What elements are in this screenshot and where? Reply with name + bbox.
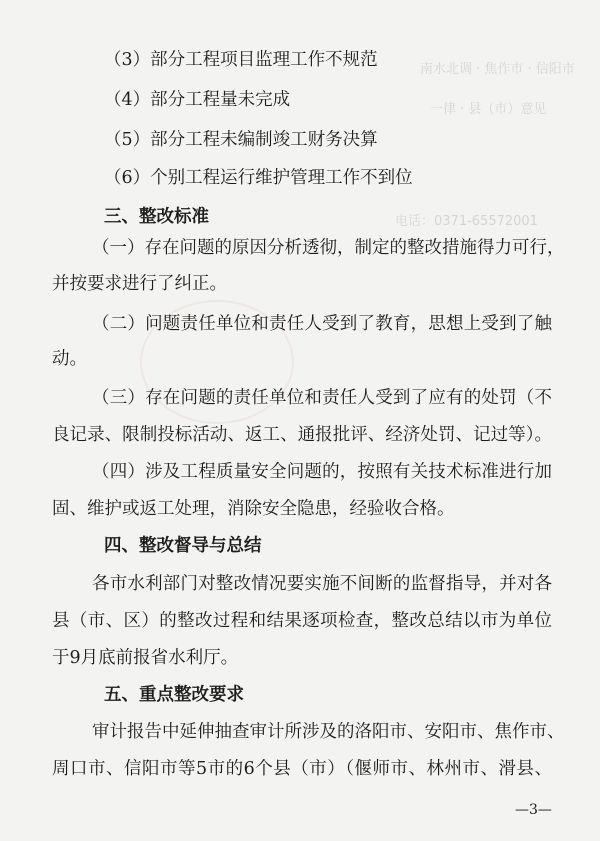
paragraph-line: （四）涉及工程质量安全问题的，按照有关技术标准进行加 [92, 462, 552, 482]
paragraph-line: 周口市、信阳市等5市的6个县（市）（偃师市、林州市、滑县、 [52, 759, 552, 779]
paragraph-line: 县（市、区）的整改过程和结果逐项检查，整改总结以市为单位 [52, 611, 552, 631]
paragraph-line: 审计报告中延伸抽查审计所涉及的洛阳市、安阳市、焦作市、 [92, 722, 565, 742]
list-item: （4）部分工程量未完成 [104, 90, 291, 110]
section-heading: 四、整改督导与总结 [104, 536, 262, 556]
bleed-through-text: 南水北调 · 焦作市 · 信阳市 [420, 62, 575, 77]
page-number: —3— [515, 802, 552, 818]
paragraph-line: 并按要求进行了纠正。 [52, 274, 227, 294]
paragraph-line: 各市水利部门对整改情况要实施不间断的监督指导，并对各 [92, 574, 552, 594]
bleed-through-text: 一律 · 县（市）意见 [430, 102, 547, 117]
paragraph-line: （二）问题责任单位和责任人受到了教育，思想上受到了触 [92, 314, 552, 334]
paragraph-line: （一）存在问题的原因分析透彻，制定的整改措施得力可行， [92, 238, 565, 258]
bleed-through-text: 电话：0371-65572001 [395, 214, 538, 229]
list-item: （3）部分工程项目监理工作不规范 [104, 50, 378, 70]
paragraph-line: 动。 [52, 349, 87, 369]
section-heading: 五、重点整改要求 [104, 685, 244, 705]
list-item: （5）部分工程未编制竣工财务决算 [104, 130, 378, 150]
paragraph-line: （三）存在问题的责任单位和责任人受到了应有的处罚（不 [92, 388, 552, 408]
paragraph-line: 固、维护或返工处理，消除安全隐患，经验收合格。 [52, 499, 455, 519]
paragraph-line: 于9月底前报省水利厅。 [52, 648, 239, 668]
section-heading: 三、整改标准 [104, 207, 209, 227]
list-item: （6）个别工程运行维护管理工作不到位 [104, 168, 413, 188]
paragraph-line: 良记录、限制投标活动、返工、通报批评、经济处罚、记过等）。 [52, 425, 552, 445]
